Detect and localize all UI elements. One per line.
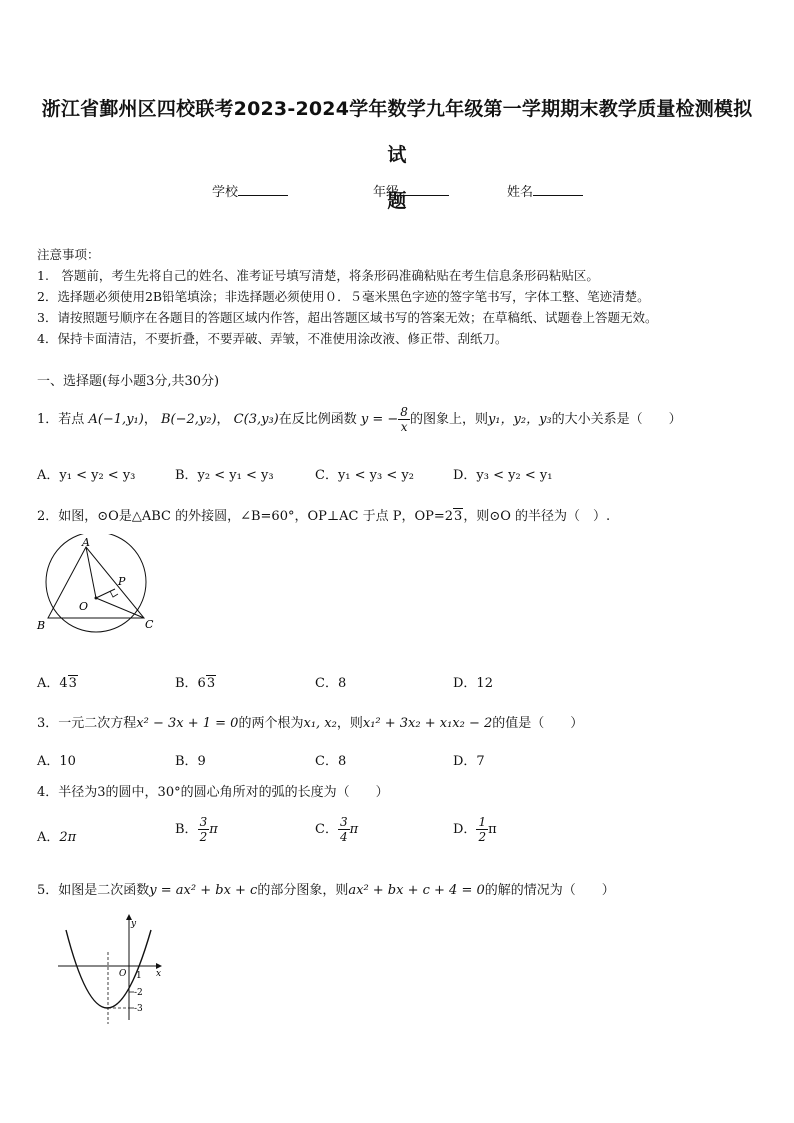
q4-opt-a-label: A．: [37, 830, 60, 845]
q4-opt-b-label: B．: [175, 822, 198, 837]
exam-title: [40, 86, 754, 224]
q3-option-a[interactable]: A．10: [37, 754, 76, 769]
school-field[interactable]: [212, 181, 288, 200]
q2-option-a[interactable]: [37, 672, 78, 691]
q2-text-a: 如图，⊙O是△ABC 的外接圆，∠B=60°，OP⊥AC 于点 P，OP=2: [58, 509, 454, 524]
notice-item-1: 1. 答题前，考生先将自己的姓名、准考证号填写清楚，将条形码准确粘贴在考生信息条形码粘贴区。: [37, 268, 599, 283]
q2-circle: [46, 534, 146, 632]
q1-point-b: B(−2,y₂): [160, 412, 217, 427]
q1-text-3: 的图象上，则: [409, 412, 488, 427]
q3-equation: x² − 3x + 1 = 0: [136, 716, 239, 731]
q5-parabola-figure: [56, 912, 168, 1026]
q2-line-oa: [86, 547, 96, 598]
question-3: [37, 712, 583, 731]
question-2: [37, 505, 610, 524]
q5-label-minus3: -3: [134, 1004, 143, 1014]
q2-line-oc: [96, 598, 144, 618]
q2-right-angle-mark: [110, 591, 118, 597]
q4-option-d[interactable]: [453, 816, 497, 843]
q5-label-1: 1: [136, 971, 142, 981]
q2-opt-b-text: B．6: [175, 676, 206, 691]
q4-opt-b-num: 3: [199, 815, 208, 829]
q2-circle-figure: [36, 534, 156, 638]
q3-text-3: ，则: [336, 716, 363, 731]
q4-opt-b-pi: π: [209, 822, 218, 837]
q5-function: y = ax² + bx + c: [149, 883, 258, 898]
notice-item-3: 3．请按照题号顺序在各题目的答题区域内作答，超出答题区域书写的答案无效；在草稿纸、试题卷上答题无效。: [37, 310, 658, 325]
q2-text-b: ，则⊙O 的半径为（ ）.: [463, 509, 611, 524]
q2-opt-b-sqrt: 3: [206, 676, 216, 691]
name-field[interactable]: [507, 181, 583, 200]
q1-text-2: 在反比例函数: [278, 412, 357, 427]
notice-item-2: 2．选择题必须使用2B铅笔填涂；非选择题必须使用０．５毫米黑色字迹的签字笔书写，字体工整、笔迹清楚。: [37, 289, 650, 304]
q2-option-b[interactable]: [175, 672, 216, 691]
q4-opt-c-label: C．: [315, 822, 338, 837]
q4-text: 半径为3的圆中，30°的圆心角所对的弧的长度为（ ）: [58, 785, 389, 800]
name-blank[interactable]: [533, 182, 583, 196]
q1-function: y = −: [360, 412, 399, 427]
q1-option-d[interactable]: D．y₃ < y₂ < y₁: [453, 468, 553, 483]
q4-option-b[interactable]: [175, 816, 218, 843]
q1-option-c[interactable]: C．y₁ < y₃ < y₂: [315, 468, 414, 483]
q4-option-a[interactable]: [37, 826, 76, 845]
title-line-1: 浙江省鄞州区四校联考2023-2024学年数学九年级第一学期期末教学质量检测模拟试: [41, 98, 753, 166]
q1-fraction: [398, 406, 410, 433]
q2-option-c[interactable]: C．8: [315, 676, 347, 691]
q5-label-o: O: [119, 969, 127, 979]
grade-label: 年级: [373, 185, 400, 200]
grade-field[interactable]: [373, 181, 449, 200]
q2-line-op: [96, 589, 115, 598]
title-line-2: 题: [387, 190, 407, 212]
q2-opt-a-sqrt: 3: [68, 676, 77, 691]
q1-text-5: 的大小关系是（ ）: [551, 412, 682, 427]
q2-opt-a-text: A．4: [37, 676, 68, 691]
q4-opt-d-pi: π: [488, 822, 497, 837]
q4-opt-b-fraction: [198, 816, 210, 843]
q3-text-4: 的值是（ ）: [492, 716, 584, 731]
q2-center-dot: [95, 597, 98, 600]
q3-option-d[interactable]: D．7: [453, 754, 485, 769]
q2-label-o: O: [79, 600, 89, 613]
q2-number: 2．: [37, 509, 59, 524]
q4-opt-c-num: 3: [339, 815, 348, 829]
student-info-row: [0, 181, 794, 201]
q1-frac-den: x: [400, 420, 408, 434]
q5-number: 5．: [37, 883, 59, 898]
q4-opt-d-num: 1: [478, 815, 487, 829]
q5-text-1: 如图是二次函数: [58, 883, 150, 898]
q4-opt-b-den: 2: [199, 830, 208, 844]
q1-point-a: A(−1,y₁): [88, 412, 144, 427]
q4-opt-d-label: D．: [453, 822, 477, 837]
section-heading: 一、选择题(每小题3分,共30分): [37, 374, 220, 389]
notice-item-4: 4．保持卡面清洁，不要折叠，不要弄破、弄皱，不准使用涂改液、修正带、刮纸刀。: [37, 331, 508, 346]
q5-label-y: y: [131, 919, 137, 929]
q4-number: 4．: [37, 785, 59, 800]
q5-text-2: 的部分图象，则: [257, 883, 349, 898]
q4-opt-c-den: 4: [339, 830, 348, 844]
q5-label-x: x: [156, 969, 162, 979]
q2-label-a: A: [82, 536, 90, 549]
q1-number: 1．: [37, 412, 59, 427]
q2-sqrt: 3: [454, 509, 463, 524]
grade-blank[interactable]: [399, 182, 449, 196]
q4-opt-d-den: 2: [478, 830, 487, 844]
q2-label-c: C: [145, 618, 154, 631]
q3-text-1: 一元二次方程: [58, 716, 137, 731]
q2-option-d[interactable]: D．12: [453, 676, 493, 691]
q5-label-minus2: -2: [134, 988, 143, 998]
name-label: 姓名: [507, 185, 534, 200]
q5-text-3: 的解的情况为（ ）: [484, 883, 615, 898]
q1-option-a[interactable]: A．y₁ < y₂ < y₃: [37, 468, 136, 483]
q4-opt-c-fraction: [338, 816, 350, 843]
q1-point-c: C(3,y₃): [233, 412, 279, 427]
q3-number: 3．: [37, 716, 59, 731]
q2-label-b: B: [37, 619, 46, 632]
q1-vars: y₁，y₂，y₃: [487, 412, 552, 427]
question-4: [37, 781, 389, 800]
school-blank[interactable]: [238, 182, 288, 196]
q3-option-c[interactable]: C．8: [315, 754, 347, 769]
q4-option-c[interactable]: [315, 816, 358, 843]
q4-opt-c-pi: π: [349, 822, 359, 837]
q1-frac-num: 8: [400, 405, 408, 419]
q4-opt-a-value: 2π: [59, 830, 77, 845]
school-label: 学校: [212, 185, 239, 200]
question-1: 1．若点 A(−1,y₁)， B(−2,y₂)， C(3,y₃)在反比例函数 y = − $\frac{8}{x}$ 的图象上，则y₁，y₂，y₃的大小关系是（ ）: [37, 405, 682, 434]
q1-text-1: 若点: [58, 412, 85, 427]
q1-option-b[interactable]: B．y₂ < y₁ < y₃: [175, 468, 274, 483]
q3-option-b[interactable]: B．9: [175, 754, 206, 769]
q2-label-p: P: [118, 575, 126, 588]
question-5: [37, 879, 615, 898]
q4-opt-d-fraction: [476, 816, 488, 843]
q3-text-2: 的两个根为: [238, 716, 304, 731]
q3-expression: x₁² + 3x₂ + x₁x₂ − 2: [362, 716, 493, 731]
q5-equation: ax² + bx + c + 4 = 0: [348, 883, 485, 898]
q2-triangle: [48, 547, 144, 618]
q3-roots: x₁, x₂: [303, 716, 337, 731]
notice-heading: 注意事项：: [37, 247, 100, 262]
